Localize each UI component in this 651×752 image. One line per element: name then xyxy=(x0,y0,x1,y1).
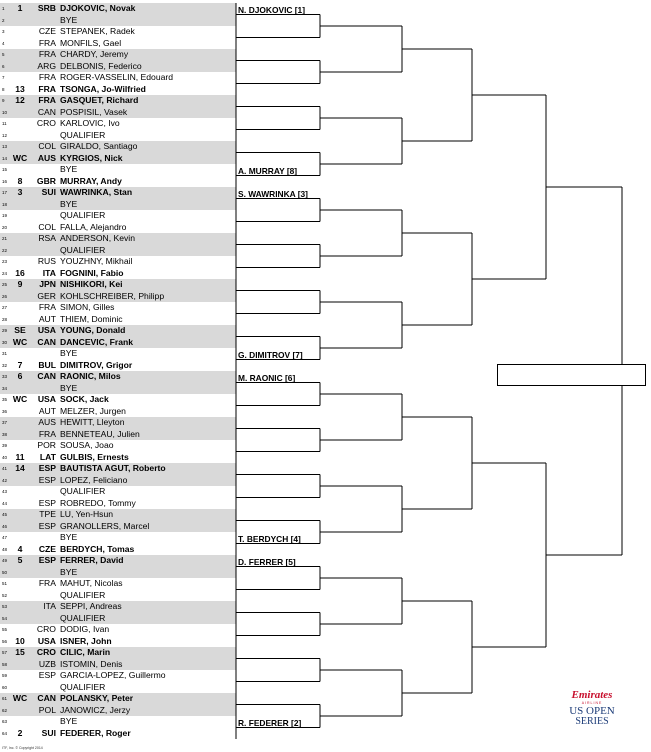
player-name: CHARDY, Jeremy xyxy=(60,49,129,59)
player-name: QUALIFIER xyxy=(60,589,106,600)
player-name: ANDERSON, Kevin xyxy=(60,233,135,243)
draw-number: 1 xyxy=(2,6,5,11)
seed: 15 xyxy=(15,647,25,657)
draw-number: 63 xyxy=(2,719,8,724)
country: FRA xyxy=(38,49,56,59)
seed: 4 xyxy=(17,543,23,554)
draw-number: 62 xyxy=(2,707,8,713)
player-name: KYRGIOS, Nick xyxy=(60,152,123,163)
draw-number: 26 xyxy=(2,293,8,299)
final-winner-box xyxy=(497,364,646,386)
country: COL xyxy=(38,221,56,232)
round2-winner: R. FEDERER [2] xyxy=(238,717,302,728)
country: CRO xyxy=(36,647,56,657)
player-name: ISTOMIN, Denis xyxy=(60,658,123,669)
player-name: STEPANEK, Radek xyxy=(60,26,135,36)
country: CAN xyxy=(37,336,56,347)
country: JPN xyxy=(39,279,56,289)
player-name: FALLA, Alejandro xyxy=(60,221,127,232)
player-name: BAUTISTA AGUT, Roberto xyxy=(60,463,166,473)
round2-winner: G. DIMITROV [7] xyxy=(238,349,303,360)
country: SUI xyxy=(41,727,56,738)
seed: 14 xyxy=(15,463,25,473)
round2-winner: D. FERRER [5] xyxy=(238,556,296,567)
country: FRA xyxy=(38,95,56,105)
draw-number: 60 xyxy=(2,684,8,690)
player-name: SIMON, Gilles xyxy=(60,302,115,312)
country: POR xyxy=(37,440,56,450)
draw-number: 24 xyxy=(2,270,8,276)
draw-number: 52 xyxy=(2,592,8,598)
player-name: MURRAY, Andy xyxy=(60,175,122,186)
player-name: THIEM, Dominic xyxy=(60,313,123,324)
country: TPE xyxy=(39,509,56,519)
country: ESP xyxy=(38,474,56,485)
player-name: GARCIA-LOPEZ, Guillermo xyxy=(60,670,166,680)
draw-number: 33 xyxy=(2,374,8,379)
draw-number: 28 xyxy=(2,316,8,322)
player-name: QUALIFIER xyxy=(60,244,106,255)
round2-winner: S. WAWRINKA [3] xyxy=(238,188,308,199)
draw-number: 55 xyxy=(2,627,8,632)
draw-number: 4 xyxy=(2,40,5,46)
player-name: BYE xyxy=(60,164,78,174)
country: AUT xyxy=(38,313,56,324)
seed: 9 xyxy=(17,279,23,289)
emirates-us-open-series-logo: Emirates AIRLINE US OPEN SERIES xyxy=(569,689,615,727)
player-name: BYE xyxy=(60,14,78,25)
player-name: QUALIFIER xyxy=(60,486,106,496)
seed: 8 xyxy=(17,175,23,186)
draw-number: 31 xyxy=(2,351,8,356)
copyright-note: ITF, Inc. © Copyright 2014 xyxy=(2,746,43,750)
draw-number: 35 xyxy=(2,397,8,402)
player-name: BENNETEAU, Julien xyxy=(60,428,140,439)
seed: 6 xyxy=(17,371,23,381)
player-name: BYE xyxy=(60,566,78,577)
draw-number: 36 xyxy=(2,408,8,414)
player-name: BYE xyxy=(60,348,78,358)
draw-number: 39 xyxy=(2,443,8,448)
country: LAT xyxy=(39,451,56,462)
country: UZB xyxy=(38,658,56,669)
draw-number: 3 xyxy=(2,29,5,34)
country: COL xyxy=(38,141,56,151)
draw-number: 11 xyxy=(2,121,7,126)
seed: WC xyxy=(12,336,28,347)
country: SUI xyxy=(41,187,56,197)
draw-number: 21 xyxy=(2,236,8,241)
country: FRA xyxy=(38,302,56,312)
player-name: KARLOVIC, Ivo xyxy=(60,118,120,128)
player-name: FEDERER, Roger xyxy=(60,727,131,738)
draw-number: 23 xyxy=(2,259,8,264)
player-name: GIRALDO, Santiago xyxy=(60,141,138,151)
country: ESP xyxy=(38,555,56,565)
country: GER xyxy=(37,290,56,301)
player-name: POLANSKY, Peter xyxy=(60,693,134,703)
player-name: POSPISIL, Vasek xyxy=(60,106,128,117)
country: ITA xyxy=(43,601,56,611)
seed: WC xyxy=(12,152,28,163)
draw-number: 44 xyxy=(2,500,8,506)
player-name: FOGNINI, Fabio xyxy=(60,267,124,278)
country: AUS xyxy=(37,152,56,163)
round2-winner: N. DJOKOVIC [1] xyxy=(238,4,306,15)
country: CRO xyxy=(36,118,56,128)
draw-number: 42 xyxy=(2,477,8,483)
player-name: FERRER, David xyxy=(60,555,124,565)
seed: 13 xyxy=(15,83,25,94)
player-name: DIMITROV, Grigor xyxy=(60,359,133,370)
draw-number: 32 xyxy=(2,362,8,368)
country: SRB xyxy=(37,3,56,13)
player-name: GASQUET, Richard xyxy=(60,95,139,105)
draw-number: 54 xyxy=(2,615,8,621)
draw-number: 64 xyxy=(2,730,8,736)
country: BUL xyxy=(38,359,56,370)
player-name: BERDYCH, Tomas xyxy=(60,543,135,554)
country: POL xyxy=(38,704,56,715)
draw-number: 40 xyxy=(2,454,8,460)
round2-winner: T. BERDYCH [4] xyxy=(238,533,301,544)
player-name: MONFILS, Gael xyxy=(60,37,122,48)
draw-number: 49 xyxy=(2,558,8,563)
draw-number: 51 xyxy=(2,581,8,586)
country: FRA xyxy=(38,83,56,94)
draw-number: 5 xyxy=(2,52,5,57)
country: CAN xyxy=(37,106,56,117)
draw-number: 45 xyxy=(2,512,8,517)
seed: 12 xyxy=(15,95,25,105)
country: CZE xyxy=(38,26,56,36)
country: GBR xyxy=(36,175,56,186)
draw-number: 7 xyxy=(2,75,5,80)
draw-number: 13 xyxy=(2,144,8,149)
seed: SE xyxy=(14,325,26,335)
player-name: QUALIFIER xyxy=(60,612,106,623)
draw-number: 30 xyxy=(2,339,8,345)
player-name: BYE xyxy=(60,716,78,726)
draw-number: 14 xyxy=(2,155,8,161)
draw-number: 41 xyxy=(2,466,8,471)
player-name: BYE xyxy=(60,198,78,209)
country: FRA xyxy=(38,578,56,588)
player-name: BYE xyxy=(60,382,78,393)
player-name: ROBREDO, Tommy xyxy=(60,497,136,508)
seed: 10 xyxy=(15,635,25,646)
country: CRO xyxy=(36,624,56,634)
player-name: GRANOLLERS, Marcel xyxy=(60,520,150,531)
draw-number: 29 xyxy=(2,328,8,333)
draw-number: 61 xyxy=(2,696,8,701)
draw-number: 6 xyxy=(2,63,5,69)
player-name: NISHIKORI, Kei xyxy=(60,279,123,289)
country: ITA xyxy=(42,267,56,278)
draw-number: 12 xyxy=(2,132,8,138)
draw-number: 59 xyxy=(2,673,8,678)
country: AUT xyxy=(38,405,56,416)
draw-number: 56 xyxy=(2,638,8,644)
draw-number: 47 xyxy=(2,535,8,540)
player-name: DANCEVIC, Frank xyxy=(60,336,134,347)
player-name: MAHUT, Nicolas xyxy=(60,578,123,588)
country: USA xyxy=(37,325,56,335)
draw-number: 20 xyxy=(2,224,8,230)
country: CAN xyxy=(37,693,56,703)
player-name: HEWITT, Lleyton xyxy=(60,417,125,427)
country: FRA xyxy=(38,428,56,439)
player-name: SOUSA, Joao xyxy=(60,440,114,450)
player-name: QUALIFIER xyxy=(60,681,106,692)
player-name: SEPPI, Andreas xyxy=(60,601,122,611)
draw-number: 37 xyxy=(2,420,8,425)
country: ESP xyxy=(38,670,56,680)
draw-number: 48 xyxy=(2,546,8,552)
player-name: JANOWICZ, Jerzy xyxy=(60,704,131,715)
draw-number: 27 xyxy=(2,305,8,310)
country: CZE xyxy=(38,543,56,554)
draw-number: 2 xyxy=(2,17,5,23)
player-name: YOUNG, Donald xyxy=(60,325,126,335)
draw-number: 34 xyxy=(2,385,8,391)
player-name: LU, Yen-Hsun xyxy=(60,509,114,519)
seed: 7 xyxy=(17,359,23,370)
player-name: QUALIFIER xyxy=(60,129,106,140)
draw-number: 43 xyxy=(2,489,8,494)
seed: 1 xyxy=(17,3,23,13)
draw-number: 38 xyxy=(2,431,8,437)
draw-number: 58 xyxy=(2,661,8,667)
seed: 16 xyxy=(15,267,25,278)
player-name: DELBONIS, Federico xyxy=(60,60,142,71)
draw-number: 16 xyxy=(2,178,8,184)
player-name: MELZER, Jurgen xyxy=(60,405,126,416)
country: ESP xyxy=(38,463,56,473)
player-name: LOPEZ, Feliciano xyxy=(60,474,128,485)
player-name: BYE xyxy=(60,532,78,542)
draw-number: 8 xyxy=(2,86,5,92)
country: FRA xyxy=(38,37,56,48)
seed: 5 xyxy=(17,555,23,565)
draw-number: 22 xyxy=(2,247,8,253)
seed: WC xyxy=(12,693,28,703)
country: USA xyxy=(37,394,56,404)
draw-number: 53 xyxy=(2,604,8,609)
round2-winner: A. MURRAY [8] xyxy=(238,165,298,176)
player-name: DJOKOVIC, Novak xyxy=(60,3,136,13)
seed: 3 xyxy=(17,187,23,197)
country: ESP xyxy=(38,520,56,531)
draw-number: 15 xyxy=(2,167,8,172)
player-name: WAWRINKA, Stan xyxy=(60,187,133,197)
country: RUS xyxy=(37,256,56,266)
player-name: KOHLSCHREIBER, Philipp xyxy=(60,290,165,301)
draw-number: 50 xyxy=(2,569,8,575)
country: ARG xyxy=(37,60,56,71)
round2-winner: M. RAONIC [6] xyxy=(238,372,296,383)
country: FRA xyxy=(38,72,56,82)
player-name: SOCK, Jack xyxy=(60,394,109,404)
draw-number: 17 xyxy=(2,190,8,195)
country: CAN xyxy=(37,371,56,381)
draw-number: 10 xyxy=(2,109,8,115)
player-name: QUALIFIER xyxy=(60,210,106,220)
country: AUS xyxy=(38,417,56,427)
country: ESP xyxy=(38,497,56,508)
country: USA xyxy=(37,635,56,646)
seed: 11 xyxy=(15,451,25,462)
draw-number: 25 xyxy=(2,282,8,287)
draw-number: 46 xyxy=(2,523,8,529)
player-name: ROGER-VASSELIN, Edouard xyxy=(60,72,174,82)
player-name: GULBIS, Ernests xyxy=(60,451,129,462)
player-name: RAONIC, Milos xyxy=(60,371,121,381)
seed: WC xyxy=(12,394,28,404)
draw-number: 18 xyxy=(2,201,8,207)
draw-number: 19 xyxy=(2,213,8,218)
draw-number: 9 xyxy=(2,98,5,103)
player-name: CILIC, Marin xyxy=(60,647,111,657)
country: RSA xyxy=(38,233,56,243)
player-name: DODIG, Ivan xyxy=(60,624,110,634)
player-name: YOUZHNY, Mikhail xyxy=(60,256,133,266)
draw-number: 57 xyxy=(2,650,8,655)
seed: 2 xyxy=(17,727,23,738)
player-name: TSONGA, Jo-Wilfried xyxy=(60,83,146,94)
player-name: ISNER, John xyxy=(60,635,112,646)
